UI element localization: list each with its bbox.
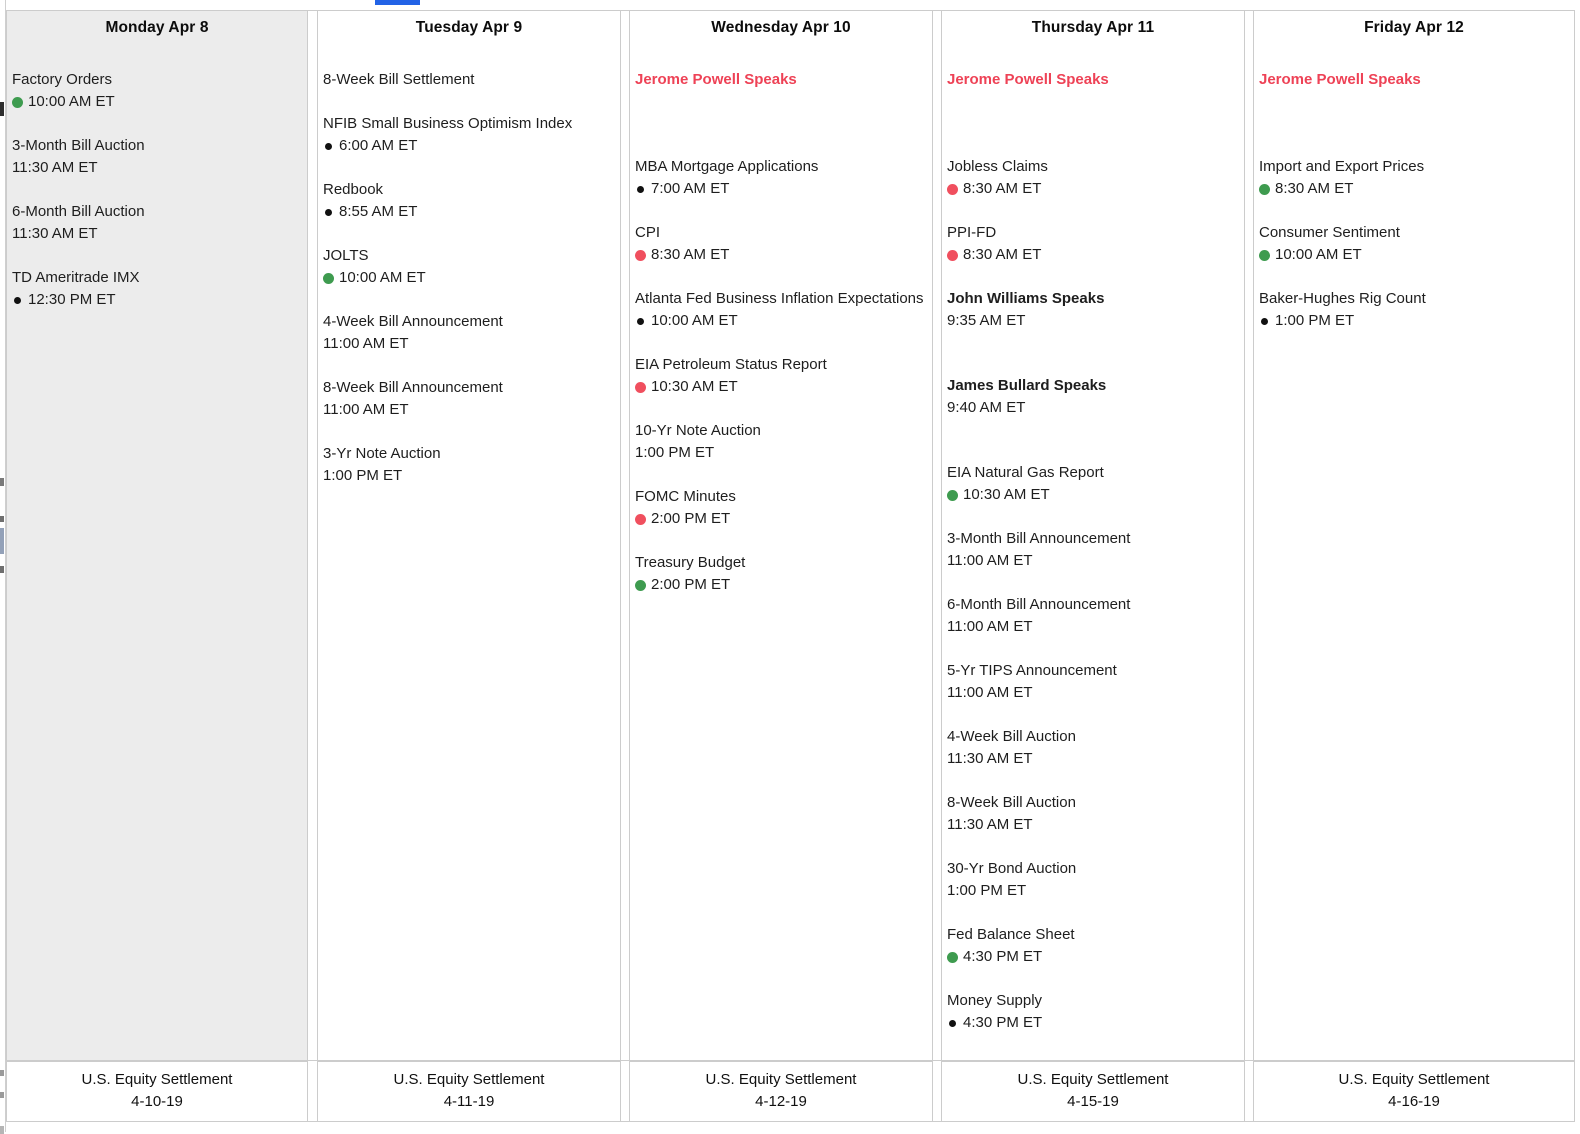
- settlement-date: 4-10-19: [131, 1093, 183, 1110]
- green-dot-icon: [323, 273, 334, 284]
- black-dot-icon: [325, 209, 332, 216]
- settlement-label: U.S. Equity Settlement: [1017, 1071, 1169, 1088]
- event-name: Jerome Powell Speaks: [1259, 71, 1421, 88]
- event-name: Factory Orders: [12, 71, 113, 88]
- event-time-text: 11:00 AM ET: [947, 684, 1033, 701]
- event-list-tuesday: [318, 69, 620, 487]
- event-name: 10-Yr Note Auction: [635, 422, 761, 439]
- left-edge-artifact: [0, 566, 4, 573]
- event-time: [12, 223, 301, 245]
- event-time: [323, 267, 614, 289]
- event: [947, 858, 1238, 902]
- black-dot-icon: [949, 1020, 956, 1027]
- event: [635, 354, 926, 398]
- event-time: [947, 484, 1238, 506]
- event-time-text: 6:00 AM ET: [339, 137, 418, 154]
- event-time: [12, 289, 301, 311]
- left-edge-artifact: [0, 1126, 4, 1134]
- event-name: 3-Yr Note Auction: [323, 445, 441, 462]
- event-name: Redbook: [323, 181, 384, 198]
- day-header-monday: Monday Apr 8: [105, 19, 209, 36]
- event-time-text: 1:00 PM ET: [635, 444, 715, 461]
- event-time: [323, 333, 614, 355]
- event-time: [635, 310, 926, 332]
- event-time-text: 11:30 AM ET: [947, 750, 1033, 767]
- event: [323, 377, 614, 421]
- event-name: John Williams Speaks: [947, 290, 1105, 307]
- settlement-cell-wednesday: [629, 1061, 933, 1122]
- event-time: [635, 442, 926, 464]
- event-name: James Bullard Speaks: [947, 377, 1107, 394]
- settlement-date: 4-15-19: [1067, 1093, 1119, 1110]
- event: [947, 462, 1238, 506]
- event-name: 8-Week Bill Settlement: [323, 71, 475, 88]
- event: [947, 375, 1238, 419]
- event-time: [947, 748, 1238, 770]
- event-time-text: 8:55 AM ET: [339, 203, 418, 220]
- event: [1259, 222, 1568, 266]
- top-accent-fragment: [375, 0, 420, 5]
- settlement-date: 4-16-19: [1388, 1093, 1440, 1110]
- event-time-text: 10:30 AM ET: [963, 486, 1050, 503]
- event-time-text: 11:00 AM ET: [947, 552, 1033, 569]
- event-name: EIA Petroleum Status Report: [635, 356, 827, 373]
- red-dot-icon: [635, 382, 646, 393]
- event-time: [947, 1012, 1238, 1034]
- event-name: 3-Month Bill Auction: [12, 137, 145, 154]
- event-time-text: 8:30 AM ET: [963, 246, 1042, 263]
- settlement-cell-friday: [1253, 1061, 1575, 1122]
- event: [947, 990, 1238, 1034]
- event: [947, 528, 1238, 572]
- event-time-text: 10:00 AM ET: [28, 93, 115, 110]
- event: [635, 552, 926, 596]
- event-time-text: 2:00 PM ET: [651, 576, 731, 593]
- event-time: [635, 244, 926, 266]
- settlement-date: 4-11-19: [443, 1093, 495, 1110]
- event: [635, 288, 926, 332]
- black-dot-icon: [14, 297, 21, 304]
- event-name: Atlanta Fed Business Inflation Expectations: [635, 290, 924, 307]
- event-time-text: 8:30 AM ET: [1275, 180, 1354, 197]
- event-time: [947, 880, 1238, 902]
- black-dot-icon: [325, 143, 332, 150]
- event: [947, 222, 1238, 266]
- day-column-thursday: [941, 10, 1245, 1061]
- event-name: 8-Week Bill Auction: [947, 794, 1076, 811]
- event-name: Baker-Hughes Rig Count: [1259, 290, 1426, 307]
- settlement-label: U.S. Equity Settlement: [81, 1071, 233, 1088]
- event-time-text: 1:00 PM ET: [947, 882, 1027, 899]
- event: [635, 222, 926, 266]
- event-name: Jerome Powell Speaks: [635, 71, 797, 88]
- event: [947, 792, 1238, 836]
- event: [12, 69, 301, 113]
- event-name: FOMC Minutes: [635, 488, 736, 505]
- event-time-text: 10:00 AM ET: [1275, 246, 1362, 263]
- event-time: [635, 508, 926, 530]
- event-time-text: 7:00 AM ET: [651, 180, 730, 197]
- event: [635, 69, 926, 91]
- event-time: [947, 682, 1238, 704]
- event-name: MBA Mortgage Applications: [635, 158, 819, 175]
- event-name: 30-Yr Bond Auction: [947, 860, 1077, 877]
- day-header-wednesday: Wednesday Apr 10: [711, 19, 851, 36]
- event-time-text: 9:40 AM ET: [947, 399, 1026, 416]
- event-time: [947, 244, 1238, 266]
- event-time-text: 8:30 AM ET: [651, 246, 730, 263]
- green-dot-icon: [12, 97, 23, 108]
- event: [323, 443, 614, 487]
- event-time: [323, 465, 614, 487]
- event: [635, 420, 926, 464]
- event: [323, 311, 614, 355]
- event: [12, 267, 301, 311]
- event-time: [947, 814, 1238, 836]
- event-time-text: 1:00 PM ET: [323, 467, 403, 484]
- event-time: [12, 157, 301, 179]
- event: [947, 69, 1238, 91]
- event-time: [947, 946, 1238, 968]
- event-time: [635, 574, 926, 596]
- event-time: [1259, 244, 1568, 266]
- event-time-text: 11:00 AM ET: [947, 618, 1033, 635]
- event-name: TD Ameritrade IMX: [12, 269, 140, 286]
- event-name: NFIB Small Business Optimism Index: [323, 115, 573, 132]
- event-name: 8-Week Bill Announcement: [323, 379, 503, 396]
- settlement-label: U.S. Equity Settlement: [705, 1071, 857, 1088]
- event: [635, 486, 926, 530]
- event-name: Jobless Claims: [947, 158, 1048, 175]
- event-time-text: 1:00 PM ET: [1275, 312, 1355, 329]
- event-time-text: 4:30 PM ET: [963, 948, 1043, 965]
- event: [947, 288, 1238, 332]
- event-time: [323, 399, 614, 421]
- green-dot-icon: [1259, 184, 1270, 195]
- day-column-friday: [1253, 10, 1575, 1061]
- black-dot-icon: [637, 318, 644, 325]
- event-time-text: 12:30 PM ET: [28, 291, 116, 308]
- event: [1259, 288, 1568, 332]
- event-time: [1259, 178, 1568, 200]
- red-dot-icon: [635, 250, 646, 261]
- day-column-tuesday: [317, 10, 621, 1061]
- event: [1259, 156, 1568, 200]
- green-dot-icon: [947, 490, 958, 501]
- event-time: [635, 178, 926, 200]
- event-list-wednesday: [630, 69, 932, 596]
- event: [323, 179, 614, 223]
- day-header-friday: Friday Apr 12: [1364, 19, 1464, 36]
- event-time-text: 9:35 AM ET: [947, 312, 1026, 329]
- event: [947, 156, 1238, 200]
- event-time: [323, 201, 614, 223]
- event-name: 4-Week Bill Auction: [947, 728, 1076, 745]
- event-time-text: 10:30 AM ET: [651, 378, 738, 395]
- red-dot-icon: [947, 184, 958, 195]
- event: [12, 135, 301, 179]
- event-name: CPI: [635, 224, 661, 241]
- event-name: Money Supply: [947, 992, 1043, 1009]
- event-time: [947, 616, 1238, 638]
- left-edge-artifact: [0, 516, 4, 522]
- event-name: 3-Month Bill Announcement: [947, 530, 1131, 547]
- event-time-text: 2:00 PM ET: [651, 510, 731, 527]
- event: [947, 726, 1238, 770]
- settlement-cell-tuesday: [317, 1061, 621, 1122]
- event-time-text: 8:30 AM ET: [963, 180, 1042, 197]
- green-dot-icon: [947, 952, 958, 963]
- settlement-label: U.S. Equity Settlement: [393, 1071, 545, 1088]
- event: [1259, 69, 1568, 91]
- event-name: 5-Yr TIPS Announcement: [947, 662, 1117, 679]
- event-name: Import and Export Prices: [1259, 158, 1425, 175]
- green-dot-icon: [635, 580, 646, 591]
- event-time-text: 11:00 AM ET: [323, 335, 409, 352]
- left-edge-artifact: [0, 1070, 4, 1076]
- black-dot-icon: [637, 186, 644, 193]
- event-time: [947, 178, 1238, 200]
- event-time-text: 10:00 AM ET: [339, 269, 426, 286]
- left-edge-artifact: [0, 1092, 4, 1098]
- day-header-thursday: Thursday Apr 11: [1031, 19, 1155, 36]
- event-time: [323, 135, 614, 157]
- event-time-text: 4:30 PM ET: [963, 1014, 1043, 1031]
- event-time-text: 11:30 AM ET: [947, 816, 1033, 833]
- red-dot-icon: [635, 514, 646, 525]
- event-time: [947, 397, 1238, 419]
- event: [947, 924, 1238, 968]
- event-time: [1259, 310, 1568, 332]
- event-time-text: 11:00 AM ET: [323, 401, 409, 418]
- event-name: 6-Month Bill Announcement: [947, 596, 1131, 613]
- event-time-text: 11:30 AM ET: [12, 159, 98, 176]
- black-dot-icon: [1261, 318, 1268, 325]
- event-time-text: 11:30 AM ET: [12, 225, 98, 242]
- event-name: PPI-FD: [947, 224, 997, 241]
- day-header-tuesday: Tuesday Apr 9: [415, 19, 523, 36]
- event: [947, 660, 1238, 704]
- left-edge-artifact: [0, 102, 4, 116]
- red-dot-icon: [947, 250, 958, 261]
- event-time: [947, 550, 1238, 572]
- event-name: JOLTS: [323, 247, 369, 264]
- event: [323, 245, 614, 289]
- event-time: [12, 91, 301, 113]
- event-time: [635, 376, 926, 398]
- day-column-monday: [6, 10, 308, 1061]
- event-list-monday: [7, 69, 307, 311]
- left-edge-artifact: [0, 528, 4, 554]
- event-name: Treasury Budget: [635, 554, 746, 571]
- event: [323, 113, 614, 157]
- settlement-cell-thursday: [941, 1061, 1245, 1122]
- event: [947, 594, 1238, 638]
- event-list-thursday: [942, 69, 1244, 1034]
- event: [635, 156, 926, 200]
- event-name: Jerome Powell Speaks: [947, 71, 1109, 88]
- event-name: EIA Natural Gas Report: [947, 464, 1104, 481]
- settlement-cell-monday: [6, 1061, 308, 1122]
- event-time-text: 10:00 AM ET: [651, 312, 738, 329]
- event-name: 4-Week Bill Announcement: [323, 313, 503, 330]
- event-name: Consumer Sentiment: [1259, 224, 1400, 241]
- event: [323, 69, 614, 91]
- left-edge-artifact: [0, 478, 4, 486]
- event-list-friday: [1254, 69, 1574, 332]
- day-column-wednesday: [629, 10, 933, 1061]
- settlement-label: U.S. Equity Settlement: [1338, 1071, 1490, 1088]
- green-dot-icon: [1259, 250, 1270, 261]
- event-name: Fed Balance Sheet: [947, 926, 1075, 943]
- event: [12, 201, 301, 245]
- event-time: [947, 310, 1238, 332]
- event-name: 6-Month Bill Auction: [12, 203, 145, 220]
- settlement-date: 4-12-19: [755, 1093, 807, 1110]
